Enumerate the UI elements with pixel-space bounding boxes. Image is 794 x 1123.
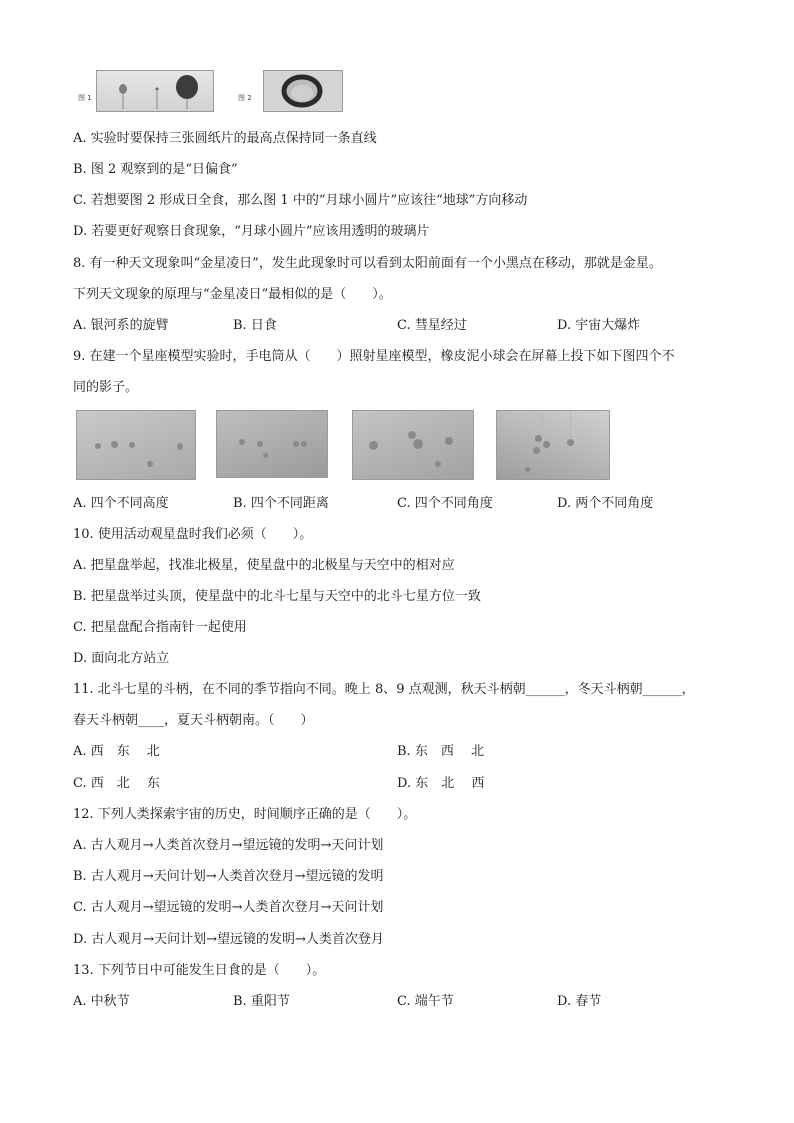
q13-option-d: D. 春节 [557,994,602,1009]
q10-option-a: A. 把星盘举起，找准北极星，使星盘中的北极星与天空中的相对应 [73,558,455,573]
q10-option-d: D. 面向北方站立 [73,651,170,666]
q9-stem-line-2: 同的影子。 [73,380,139,395]
figure-2-label: 图 2 [238,94,252,102]
q11-option-a: A. 西 东 北 [73,744,160,759]
q9-option-d: D. 两个不同角度 [557,496,654,511]
q8-option-b: B. 日食 [233,318,277,333]
figure-1-label: 图 1 [78,94,92,102]
q12-option-d: D. 古人观月→天问计划→望远镜的发明→人类首次登月 [73,932,384,947]
q13-stem: 13. 下列节日中可能发生日食的是（ ）。 [73,963,326,978]
q13-option-b: B. 重阳节 [233,994,290,1009]
q10-stem: 10. 使用活动观星盘时我们必须（ ）。 [73,527,313,542]
q11-stem-line-2: 春天斗柄朝____，夏天斗柄朝南。（ ） [73,713,314,728]
q7-option-d: D. 若要更好观察日食现象，“月球小圆片”应该用透明的玻璃片 [73,224,430,239]
q11-option-d: D. 东 北 西 [397,776,485,791]
q11-stem-line-1: 11. 北斗七星的斗柄，在不同的季节指向不同。晚上 8、9 点观测，秋天斗柄朝______，冬天斗柄朝______， [73,682,695,697]
q8-option-c: C. 彗星经过 [397,318,467,333]
q11-option-b: B. 东 西 北 [397,744,484,759]
q7-option-b: B. 图 2 观察到的是“日偏食” [73,162,238,177]
q9-option-a: A. 四个不同高度 [73,496,169,511]
q9-option-b: B. 四个不同距离 [233,496,329,511]
shadow-photo-3 [352,410,474,480]
q10-option-c: C. 把星盘配合指南针一起使用 [73,620,247,635]
figure-2-image [263,70,343,112]
shadow-photo-2 [216,410,328,478]
shadow-photo-1 [76,410,196,480]
q12-stem: 12. 下列人类探索宇宙的历史，时间顺序正确的是（ ）。 [73,807,417,822]
q8-stem-line-2: 下列天文现象的原理与“金星凌日”最相似的是（ ）。 [73,287,392,302]
q7-option-c: C. 若想要图 2 形成日全食，那么图 1 中的“月球小圆片”应该往“地球”方向移动 [73,193,528,208]
q9-stem-line-1: 9. 在建一个星座模型实验时，手电筒从（ ）照射星座模型，橡皮泥小球会在屏幕上投下如下图四个不 [73,349,675,364]
q10-option-b: B. 把星盘举过头顶，使星盘中的北斗七星与天空中的北斗七星方位一致 [73,589,481,604]
figure-1-drawing [97,71,213,111]
figure-1-image [96,70,214,112]
q12-option-a: A. 古人观月→人类首次登月→望远镜的发明→天问计划 [73,838,384,853]
q13-option-a: A. 中秋节 [73,994,130,1009]
q13-option-c: C. 端午节 [397,994,454,1009]
q8-stem-line-1: 8. 有一种天文现象叫“金星凌日”，发生此现象时可以看到太阳前面有一个小黑点在移动，那就是金星。 [73,256,662,271]
q7-option-a: A. 实验时要保持三张圆纸片的最高点保持同一条直线 [73,131,377,146]
figure-2-drawing [264,71,342,111]
q11-option-c: C. 西 北 东 [73,776,160,791]
shadow-photo-4 [496,410,610,480]
q9-option-c: C. 四个不同角度 [397,496,493,511]
q8-option-a: A. 银河系的旋臂 [73,318,169,333]
q12-option-c: C. 古人观月→望远镜的发明→人类首次登月→天问计划 [73,900,384,915]
q12-option-b: B. 古人观月→天问计划→人类首次登月→望远镜的发明 [73,869,384,884]
q8-option-d: D. 宇宙大爆炸 [557,318,641,333]
